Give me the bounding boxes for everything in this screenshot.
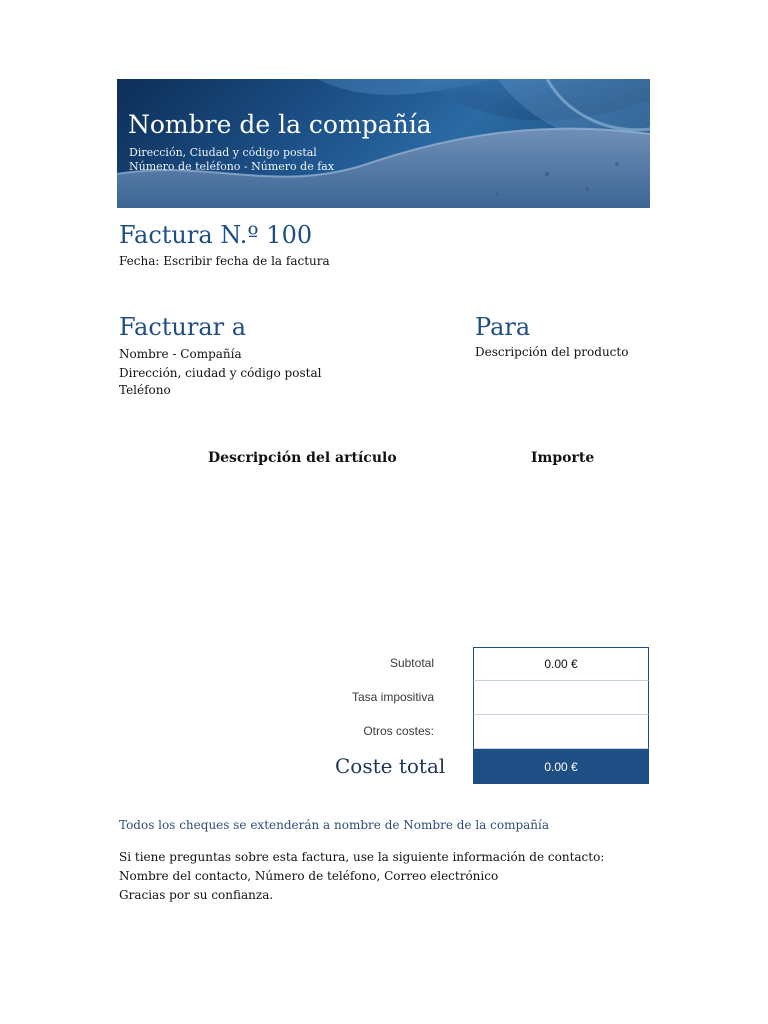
for-description: Descripción del producto	[475, 345, 629, 359]
total-cost-label: Coste total	[335, 754, 446, 778]
bill-to-phone: Teléfono	[119, 383, 171, 397]
for-heading: Para	[475, 313, 531, 341]
tax-rate-label: Tasa impositiva	[351, 690, 434, 704]
banner-background-image	[117, 79, 650, 208]
other-costs-label: Otros costes:	[363, 724, 434, 738]
invoice-date: Fecha: Escribir fecha de la factura	[119, 254, 330, 268]
tax-rate-value	[473, 681, 649, 715]
contact-intro: Si tiene preguntas sobre esta factura, use la siguiente información de contacto:	[119, 850, 605, 864]
other-costs-value	[473, 715, 649, 749]
bill-to-name: Nombre - Compañía	[119, 347, 242, 361]
company-name: Nombre de la compañía	[128, 110, 432, 139]
amount-header: Importe	[531, 450, 595, 466]
total-cost-value: 0.00 €	[473, 749, 649, 784]
subtotal-label: Subtotal	[389, 656, 434, 670]
bill-to-address: Dirección, ciudad y código postal	[119, 366, 322, 380]
thanks-note: Gracias por su confianza.	[119, 888, 274, 902]
company-phone-fax: Número de teléfono - Número de fax	[129, 160, 335, 173]
company-banner	[117, 79, 650, 208]
bill-to-heading: Facturar a	[119, 313, 247, 341]
item-description-header: Descripción del artículo	[208, 450, 397, 466]
company-address: Dirección, Ciudad y código postal	[129, 146, 317, 159]
subtotal-value: 0.00 €	[473, 647, 649, 681]
invoice-title: Factura N.º 100	[119, 221, 313, 249]
checks-payable-note: Todos los cheques se extenderán a nombre de Nombre de la compañía	[119, 818, 550, 832]
contact-details: Nombre del contacto, Número de teléfono, Correo electrónico	[119, 869, 499, 883]
